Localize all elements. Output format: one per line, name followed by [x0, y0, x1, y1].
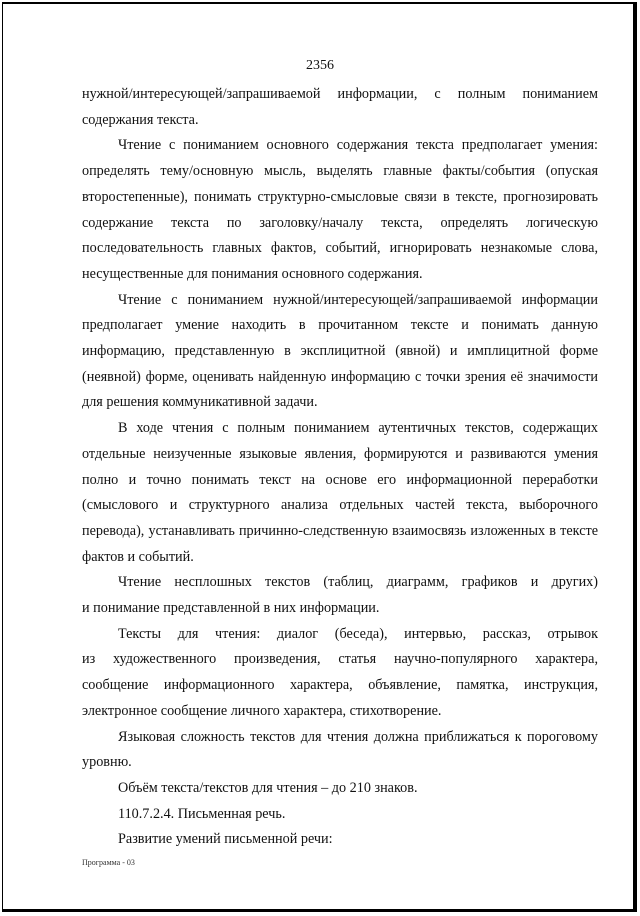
paragraph — [82, 416, 598, 570]
text-line: Развитие умений письменной речи: — [118, 831, 333, 848]
paragraph — [82, 82, 598, 133]
text-line: уровню. — [82, 754, 132, 771]
text-line: отдельные неизученные языковые явления, формируются и развиваются умения — [82, 445, 598, 462]
text-line: содержание текста по заголовку/началу текста, определять логическую — [82, 214, 598, 231]
text-line: определять тему/основную мысль, выделять главные факты/события (опуская — [82, 163, 598, 180]
paragraph — [82, 570, 598, 621]
text-line: Тексты для чтения: диалог (беседа), интервью, рассказ, отрывок — [118, 625, 598, 642]
text-line: Чтение с пониманием нужной/интересующей/запрашиваемой информации — [118, 291, 598, 308]
paragraph — [82, 802, 598, 828]
text-line: содержания текста. — [82, 111, 199, 128]
text-line: полно и точно понимать текст на основе его информационной переработки — [82, 471, 598, 488]
text-line: предполагает умение находить в прочитанном тексте и понимать данную — [82, 317, 598, 334]
text-line: В ходе чтения с полным пониманием аутентичных текстов, содержащих — [118, 420, 598, 437]
paragraph — [82, 776, 598, 802]
text-line: перевода), устанавливать причинно-следственную взаимосвязь изложенных в тексте — [82, 522, 598, 539]
text-line: Языковая сложность текстов для чтения должна приближаться к пороговому — [118, 728, 598, 745]
text-line: Чтение с пониманием основного содержания текста предполагает умения: — [118, 137, 598, 154]
footer-label: Программа - 03 — [82, 858, 135, 867]
page-number: 2356 — [306, 58, 334, 73]
text-line: последовательность главных фактов, событий, игнорировать незнакомые слова, — [82, 240, 598, 257]
text-line: (смыслового и структурного анализа отдельных частей текста, выборочного — [82, 497, 598, 514]
text-line: (неявной) форме, оценивать найденную информацию с точки зрения её значимости — [82, 368, 598, 385]
paragraph — [82, 288, 598, 417]
text-line: 110.7.2.4. Письменная речь. — [118, 805, 286, 822]
text-line: сообщение информационного характера, объявление, памятка, инструкция, — [82, 677, 598, 694]
text-line: для решения коммуникативной задачи. — [82, 394, 318, 411]
text-line: электронное сообщение личного характера, стихотворение. — [82, 702, 442, 719]
text-line: и понимание представленной в них информации. — [82, 600, 380, 617]
paragraph — [82, 133, 598, 287]
text-line: из художественного произведения, статья научно-популярного характера, — [82, 651, 598, 668]
document-body — [82, 82, 598, 853]
text-line: Чтение несплошных текстов (таблиц, диаграмм, графиков и других) — [118, 574, 598, 591]
paragraph — [82, 827, 598, 853]
text-line: несущественные для понимания основного содержания. — [82, 265, 423, 282]
paragraph — [82, 622, 598, 725]
text-line: Объём текста/текстов для чтения – до 210 знаков. — [118, 779, 418, 796]
text-line: фактов и событий. — [82, 548, 194, 565]
text-line: нужной/интересующей/запрашиваемой информации, с полным пониманием — [82, 86, 598, 102]
paragraph — [82, 725, 598, 776]
text-line: информацию, представленную в эксплицитной (явной) и имплицитной форме — [82, 343, 598, 360]
text-line: второстепенные), понимать структурно-смысловые связи в тексте, прогнозировать — [82, 188, 598, 205]
